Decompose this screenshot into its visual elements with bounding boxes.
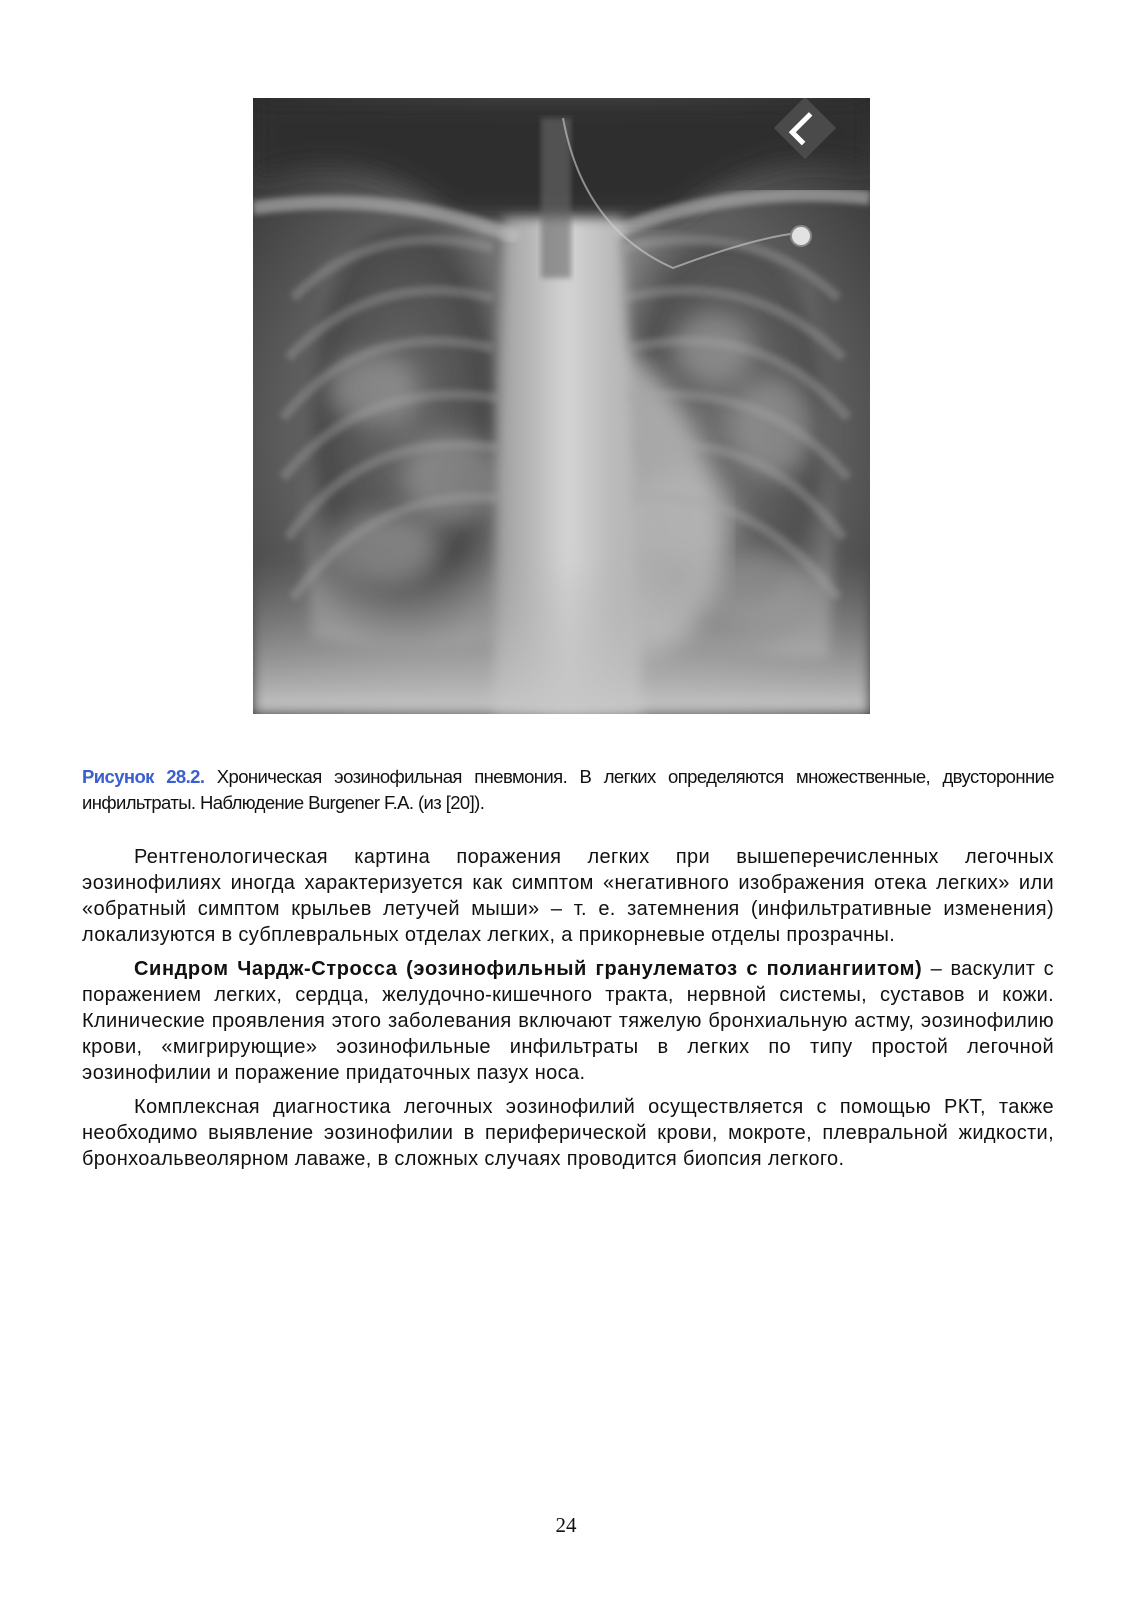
paragraph-2-text: – васкулит с поражением легких, сердца, желудочно-кишечного тракта, нервной системы, суставов и кожи. Клинические проявления этого заболевания включают тяжелую бронхиальную астму, эозинофилию крови, «мигрирующие» эозинофильные инфильтраты в легких по типу простой легочной эозинофилии и поражение придаточных пазух носа. <box>82 958 1054 1084</box>
chest-xray-figure <box>253 98 870 714</box>
paragraph-3: Комплексная диагностика легочных эозинофилий осуществляется с помощью РКТ, также необходимо выявление эозинофилии в периферической крови, мокроте, плевральной жидкости, бронхоальвеолярном лаваже, в сложных случаях проводится биопсия легкого. <box>82 1096 1054 1170</box>
caption-text: Хроническая эозинофильная пневмония. В легких определяются множественные, двусторонние инфильтраты. Наблюдение Burgener F.A. (из [20]). <box>82 766 1054 813</box>
paragraph-2 <box>82 956 1054 1086</box>
paragraph-2-heading: Синдром Чардж-Стросса (эозинофильный гранулематоз с полиангиитом) <box>134 958 923 980</box>
chest-xray-icon <box>253 98 870 714</box>
figure-caption <box>82 764 1054 816</box>
paragraph-1: Рентгенологическая картина поражения легких при вышеперечисленных легочных эозинофилиях иногда характеризуется как симптом «негативного изображения отека легких» или «обратный симптом крыльев летучей мыши» – т. е. затемнения (инфильтративные изменения) локализуются в субплевральных отделах легких, а прикорневые отделы прозрачны. <box>82 846 1054 946</box>
figure-label: Рисунок 28.2. <box>82 766 205 787</box>
page-number: 24 <box>555 1513 577 1537</box>
main-text <box>82 844 1054 1180</box>
